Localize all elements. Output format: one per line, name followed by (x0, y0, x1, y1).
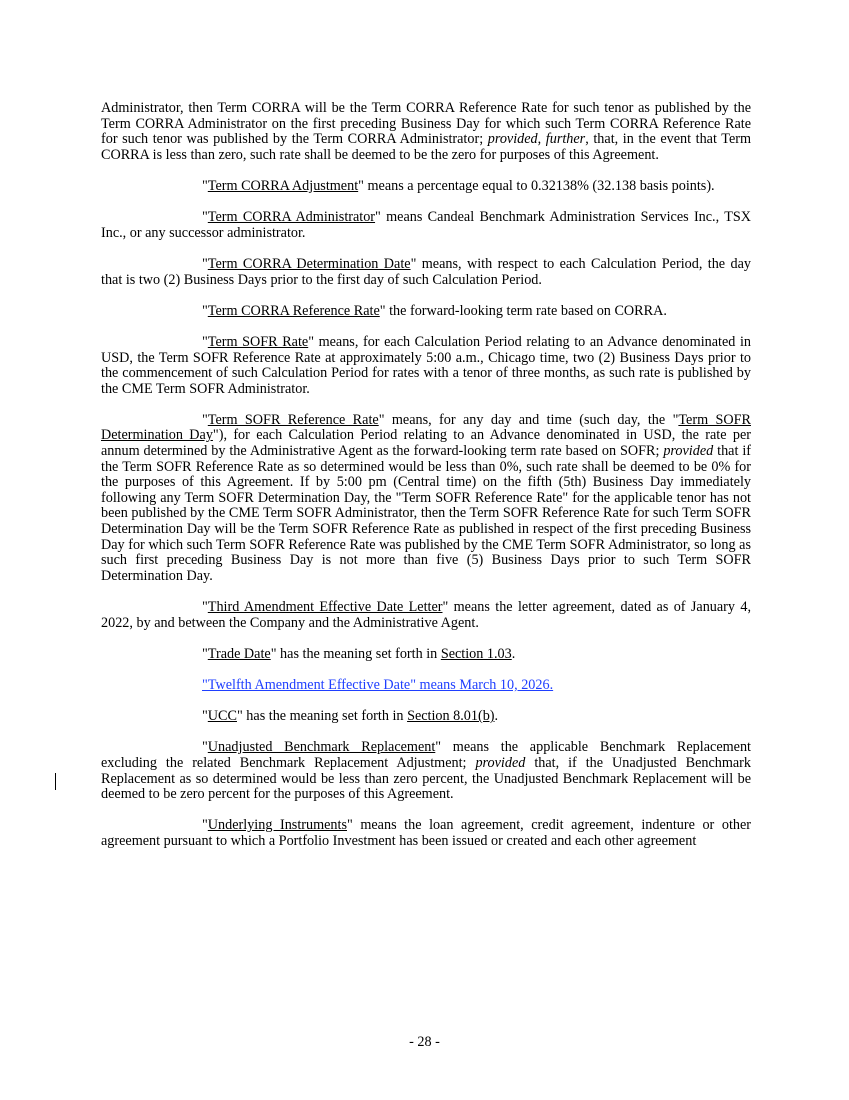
definition-term-corra-reference-rate (101, 304, 751, 320)
text: " means the letter agreement, dated as of January 4, 2022, by and between the Company and the Administrative Agent. (101, 599, 752, 631)
paragraph-term-corra-continuation (101, 101, 751, 163)
defined-term: Term CORRA Adjustment (207, 177, 359, 194)
text: " has the meaning set forth in (270, 645, 441, 662)
text: " (202, 255, 208, 272)
section-reference: Section 1.03 (440, 645, 512, 662)
text: " means, for each Calculation Period relating to an Advance denominated in USD, the Term SOFR Reference Rate at approximately 5:00 a.m., Chicago time, two (2) Business Days prior to the commencement of such Calculation Period for rates with a tenor of three months, as such rate is published by the CME Term SOFR Administrator. (101, 333, 751, 397)
definition-ucc (101, 709, 751, 725)
definition-third-amendment-effective-date-letter (101, 600, 751, 631)
definition-term-corra-determination-date (101, 257, 751, 288)
defined-term: Trade Date (207, 645, 271, 662)
text: " (202, 209, 208, 226)
text: " means the loan agreement, credit agreement, indenture or other agreement pursuant to which a Portfolio Investment has been issued or created and each other agreement (101, 817, 752, 849)
text: " means the applicable Benchmark Replacement excluding the related Benchmark Replacement Adjustment; (101, 739, 751, 771)
text: Administrator, then Term CORRA will be the Term CORRA Reference Rate for such tenor as published by the Term CORRA Administrator on the first preceding Business Day for which such Term CORRA Reference Rate for such tenor was published by the Term CORRA Administrator; (101, 100, 751, 148)
text: , (537, 131, 546, 148)
defined-term: UCC (207, 708, 237, 725)
defined-term: Unadjusted Benchmark Replacement (207, 739, 436, 756)
text: " means, for any day and time (such day, the " (378, 411, 679, 428)
text: " has the meaning set forth in (236, 708, 408, 725)
definition-term-sofr-rate (101, 335, 751, 397)
text: " means Candeal Benchmark Administration Services Inc., TSX Inc., or any successor administrator. (101, 209, 751, 241)
definition-trade-date (101, 647, 751, 663)
text: that if the Term SOFR Reference Rate as so determined would be less than 0%, such rate shall be deemed to be 0% for the purposes of this Agreement. If by 5:00 pm (Central time) on the fifth (5th) Business Day immediately following any Term SOFR Determination Day, the "Term SOFR Reference Rate" for the applicable tenor has not been published by the CME Term SOFR Administrator, then the Term SOFR Reference Rate for such Term SOFR Determination Day will be the Term SOFR Reference Rate as published in respect of the first preceding Business Day for which such Term SOFR Reference Rate was published by the CME Term SOFR Administrator, so long as such first preceding Business Day is not more than five (5) Business Days prior to such Term SOFR Determination Day. (101, 443, 751, 584)
text: " means a percentage equal to 0.32138% (32.138 basis points). (358, 177, 715, 194)
defined-term: Term SOFR Reference Rate (207, 411, 379, 428)
defined-term: Term CORRA Reference Rate (207, 302, 380, 319)
text: " (202, 645, 208, 662)
text: " means, with respect to each Calculation Period, the day that is two (2) Business Days prior to the first day of such Calculation Period. (101, 255, 751, 288)
text: " (202, 817, 208, 834)
definition-twelfth-amendment-effective-date (101, 678, 751, 694)
text: " (202, 302, 208, 319)
italic-text: further (545, 131, 586, 148)
italic-text: provided (487, 131, 538, 148)
defined-term: Underlying Instruments (207, 817, 347, 834)
page-number: - 28 - (409, 1034, 440, 1050)
definition-underlying-instruments (101, 818, 751, 849)
definition-term-corra-administrator (101, 210, 751, 241)
definition-unadjusted-benchmark-replacement (101, 740, 751, 802)
defined-term: Third Amendment Effective Date Letter (207, 599, 443, 615)
text: " (202, 411, 208, 428)
document-body (101, 101, 751, 865)
text: . (511, 645, 516, 662)
text: " (202, 739, 208, 756)
definition-term-sofr-reference-rate (101, 413, 751, 585)
italic-text: provided (475, 754, 526, 771)
revision-change-bar (55, 773, 56, 790)
text: " (202, 708, 208, 725)
text: "), for each Calculation Period relating to an Advance denominated in USD, the rate per annum determined by the Administrative Agent as the forward-looking term rate based on SOFR; (101, 427, 751, 460)
italic-text: provided (663, 443, 714, 460)
text: " (202, 333, 208, 350)
text: . (494, 708, 499, 725)
text: that, if the Unadjusted Benchmark Replacement as so determined would be less than zero percent, the Unadjusted Benchmark Replacement will be deemed to be zero percent for the purposes of this Agreement. (101, 754, 751, 803)
section-reference: Section 8.01(b) (407, 708, 495, 725)
text: " (202, 177, 208, 194)
defined-term: Term CORRA Administrator (207, 209, 376, 226)
definition-term-corra-adjustment (101, 179, 751, 195)
inserted-revision-text: "Twelfth Amendment Effective Date" means March 10, 2026. (202, 676, 554, 693)
defined-term: Term CORRA Determination Date (207, 255, 411, 272)
defined-term: Term SOFR Rate (207, 333, 309, 350)
text: " the forward-looking term rate based on CORRA. (379, 302, 667, 319)
text: " (202, 599, 208, 615)
text: , that, in the event that Term CORRA is less than zero, such rate shall be deemed to be the zero for purposes of this Agreement. (101, 131, 751, 163)
defined-term: Term SOFR Determination Day (101, 411, 751, 444)
